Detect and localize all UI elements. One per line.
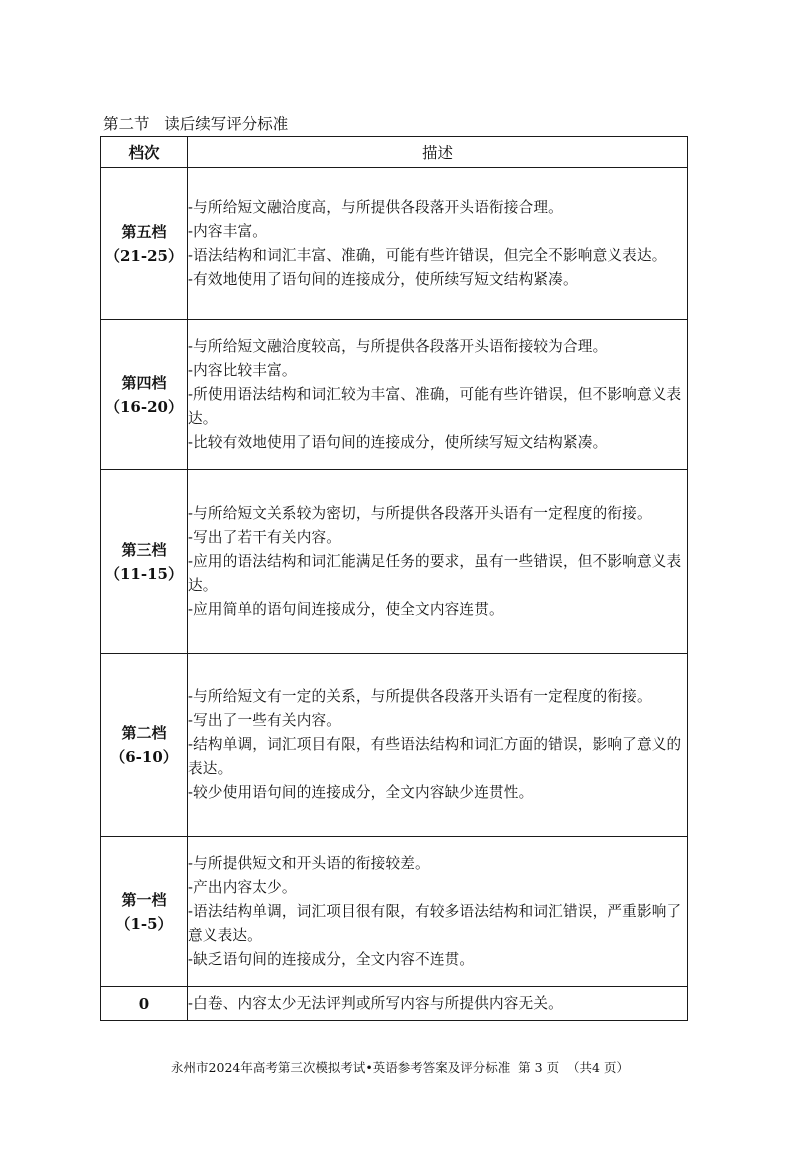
- criterion-line: -应用的语法结构和词汇能满足任务的要求，虽有一些错误，但不影响意义表达。: [188, 552, 682, 594]
- level-cell: [101, 470, 188, 654]
- criterion-line: -内容丰富。: [188, 222, 268, 240]
- description-cell: [188, 470, 688, 654]
- level-cell: [101, 837, 188, 987]
- criterion-line: -较少使用语句间的连接成分，全文内容缺少连贯性。: [188, 784, 534, 801]
- criterion-line: -与所给短文融洽度高，与所提供各段落开头语衔接合理。: [188, 198, 563, 216]
- criterion-line: -有效地使用了语句间的连接成分，使所续写短文结构紧凑。: [188, 270, 578, 288]
- criterion-line: -写出了一些有关内容。: [188, 712, 342, 729]
- level-name: 第三档: [121, 540, 167, 559]
- description-cell: [188, 837, 688, 987]
- table-row: [101, 837, 688, 987]
- level-name: 第五档: [121, 222, 167, 241]
- level-score-range: （6-10）: [110, 748, 178, 766]
- criterion-line: -比较有效地使用了语句间的连接成分，使所续写短文结构紧凑。: [188, 433, 608, 451]
- level-cell: [101, 320, 188, 470]
- page-footer: 永州市2024年高考第三次模拟考试•英语参考答案及评分标准 第 3 页 （共4 页）: [171, 1060, 629, 1075]
- rubric-body: [101, 168, 688, 1021]
- description-cell: [188, 320, 688, 470]
- criterion-line: -所使用语法结构和词汇较为丰富、准确，可能有些许错误，但不影响意义表达。: [188, 385, 682, 427]
- table-header-row: [101, 137, 688, 168]
- level-column-header: 档次: [101, 137, 188, 168]
- level-score-range: （21-25）: [105, 246, 183, 265]
- level-cell: [101, 654, 188, 837]
- section-title: 第二节 读后续写评分标准: [103, 115, 289, 133]
- level-name: 第一档: [121, 890, 167, 909]
- criterion-line: -语法结构和词汇丰富、准确，可能有些许错误，但完全不影响意义表达。: [188, 246, 667, 264]
- level-score-range: （16-20）: [105, 397, 183, 416]
- criterion-line: -缺乏语句间的连接成分，全文内容不连贯。: [188, 950, 475, 968]
- table-row: [101, 168, 688, 320]
- level-score-range: （1-5）: [115, 914, 173, 933]
- criterion-line: -白卷、内容太少无法评判或所写内容与所提供内容无关。: [188, 994, 563, 1012]
- level-cell: [101, 168, 188, 320]
- criterion-line: -语法结构单调，词汇项目很有限，有较多语法结构和词汇错误，严重影响了意义表达。: [188, 902, 682, 944]
- criterion-line: -应用简单的语句间连接成分，使全文内容连贯。: [188, 600, 504, 618]
- level-score-range: （11-15）: [105, 564, 183, 583]
- table-row: [101, 654, 688, 837]
- criterion-line: -与所给短文有一定的关系，与所提供各段落开头语有一定程度的衔接。: [188, 688, 652, 705]
- criterion-line: -结构单调，词汇项目有限，有些语法结构和词汇方面的错误，影响了意义的表达。: [188, 736, 682, 777]
- criterion-line: -内容比较丰富。: [188, 361, 297, 379]
- level-cell: [101, 987, 188, 1021]
- description-cell: [188, 987, 688, 1021]
- level-name: 第四档: [121, 373, 167, 392]
- table-row: [101, 470, 688, 654]
- level-name: 第二档: [121, 724, 167, 742]
- level-name: 0: [138, 994, 150, 1013]
- description-column-header: 描述: [188, 137, 688, 168]
- table-row: [101, 987, 688, 1021]
- criterion-line: -与所给短文关系较为密切，与所提供各段落开头语有一定程度的衔接。: [188, 504, 652, 522]
- description-cell: [188, 654, 688, 837]
- criterion-line: -与所提供短文和开头语的衔接较差。: [188, 854, 430, 872]
- criterion-line: -与所给短文融洽度较高，与所提供各段落开头语衔接较为合理。: [188, 337, 608, 355]
- scoring-rubric-table: [100, 136, 688, 1021]
- table-row: [101, 320, 688, 470]
- criterion-line: -产出内容太少。: [188, 878, 297, 896]
- description-cell: [188, 168, 688, 320]
- criterion-line: -写出了若干有关内容。: [188, 528, 342, 546]
